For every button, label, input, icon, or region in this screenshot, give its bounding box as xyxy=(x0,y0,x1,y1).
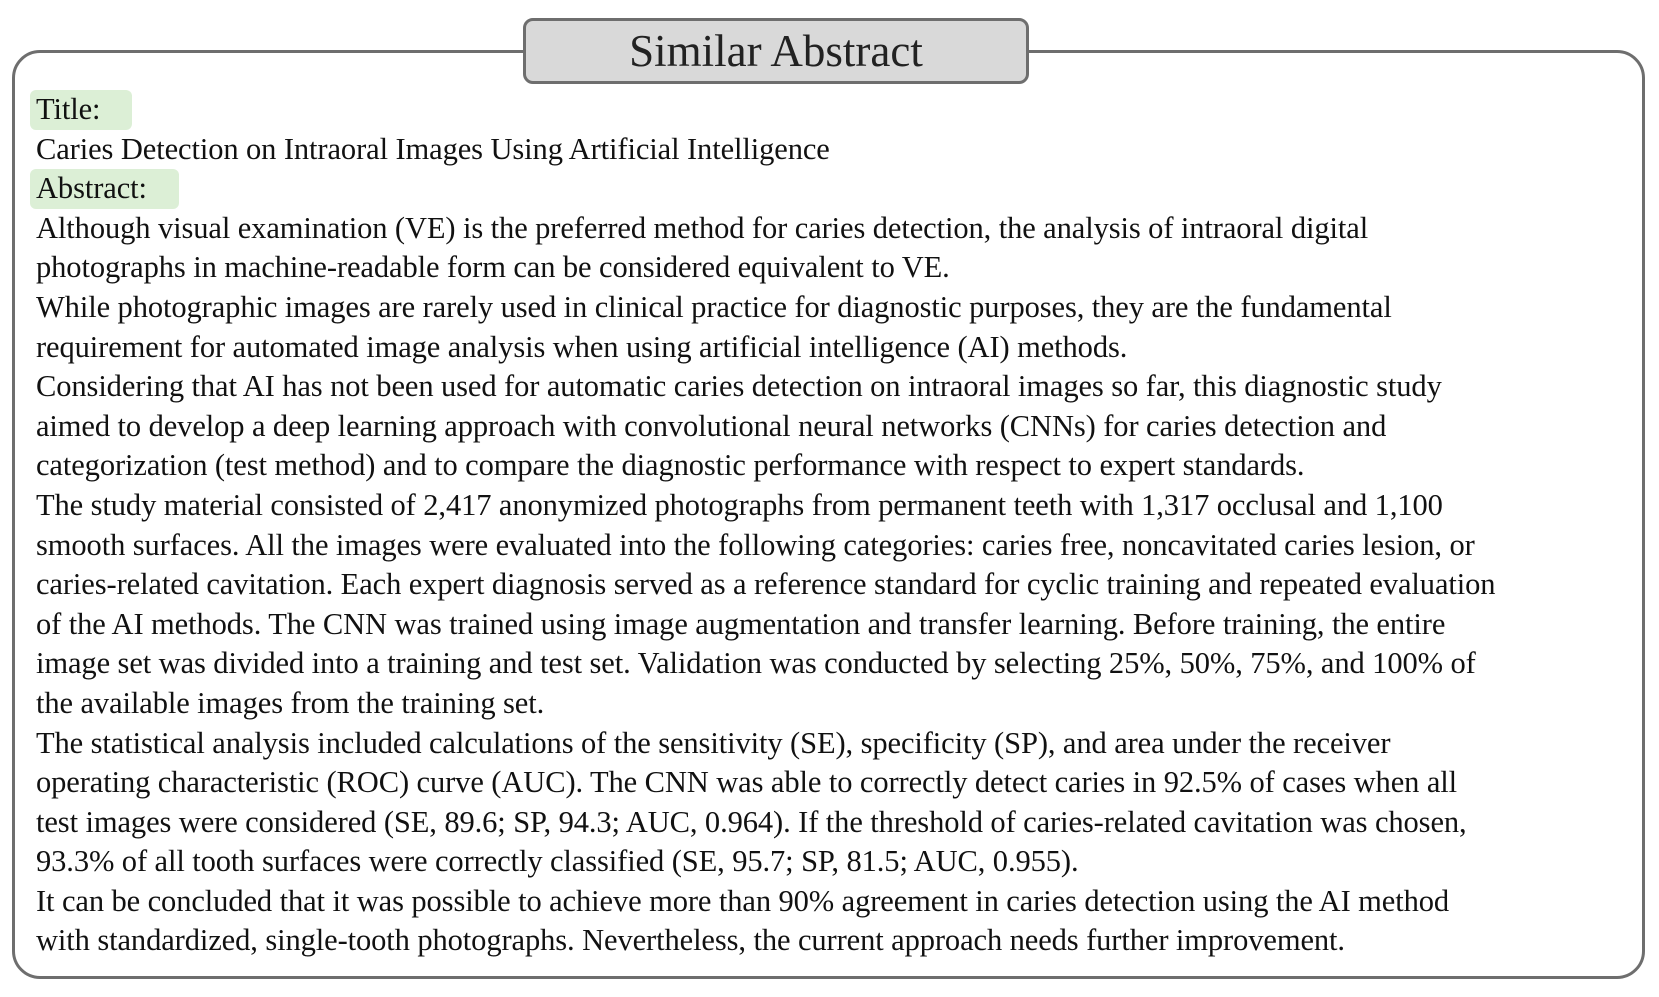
abstract-line: The statistical analysis included calculations of the sensitivity (SE), specificity (SP), and area under the receiver xyxy=(36,725,1391,760)
abstract-line: It can be concluded that it was possible to achieve more than 90% agreement in caries detection using the AI method xyxy=(36,883,1450,918)
abstract-line: with standardized, single-tooth photographs. Nevertheless, the current approach needs further improvement. xyxy=(36,923,1345,958)
abstract-line: 93.3% of all tooth surfaces were correctly classified (SE, 95.7; SP, 81.5; AUC, 0.955). xyxy=(36,844,1079,879)
abstract-line: The study material consisted of 2,417 anonymized photographs from permanent teeth with 1,317 occlusal and 1,100 xyxy=(36,487,1443,522)
abstract-line: test images were considered (SE, 89.6; SP, 94.3; AUC, 0.964). If the threshold of caries-related cavitation was chosen, xyxy=(36,804,1467,839)
abstract-line: Considering that AI has not been used for automatic caries detection on intraoral images so far, this diagnostic study xyxy=(36,369,1442,404)
abstract-line: photographs in machine-readable form can be considered equivalent to VE. xyxy=(36,250,950,285)
abstract-line: image set was divided into a training and test set. Validation was conducted by selecting 25%, 50%, 75%, and 100% of xyxy=(36,646,1476,681)
card-header xyxy=(523,18,1029,84)
card-header-title: Similar Abstract xyxy=(629,26,923,76)
abstract-content xyxy=(36,90,1636,961)
paper-title: Caries Detection on Intraoral Images Using Artificial Intelligence xyxy=(36,131,830,166)
abstract-label: Abstract: xyxy=(30,169,179,209)
abstract-label-row xyxy=(36,169,1636,209)
abstract-line: caries-related cavitation. Each expert diagnosis served as a reference standard for cyclic training and repeated evaluation xyxy=(36,567,1496,602)
abstract-line: of the AI methods. The CNN was trained using image augmentation and transfer learning. Before training, the entire xyxy=(36,606,1446,641)
abstract-line: operating characteristic (ROC) curve (AUC). The CNN was able to correctly detect caries in 92.5% of cases when all xyxy=(36,765,1457,800)
abstract-line: categorization (test method) and to compare the diagnostic performance with respect to expert standards. xyxy=(36,448,1305,483)
title-label-row xyxy=(36,90,1636,130)
title-label: Title: xyxy=(30,90,132,130)
abstract-line: Although visual examination (VE) is the preferred method for caries detection, the analysis of intraoral digital xyxy=(36,210,1369,245)
abstract-line: the available images from the training set. xyxy=(36,685,545,720)
abstract-body xyxy=(36,209,1636,961)
abstract-line: While photographic images are rarely used in clinical practice for diagnostic purposes, they are the fundamental xyxy=(36,289,1392,324)
abstract-line: requirement for automated image analysis when using artificial intelligence (AI) methods. xyxy=(36,329,1128,364)
abstract-line: smooth surfaces. All the images were evaluated into the following categories: caries free, noncavitated caries lesion, or xyxy=(36,527,1475,562)
abstract-line: aimed to develop a deep learning approach with convolutional neural networks (CNNs) for caries detection and xyxy=(36,408,1387,443)
